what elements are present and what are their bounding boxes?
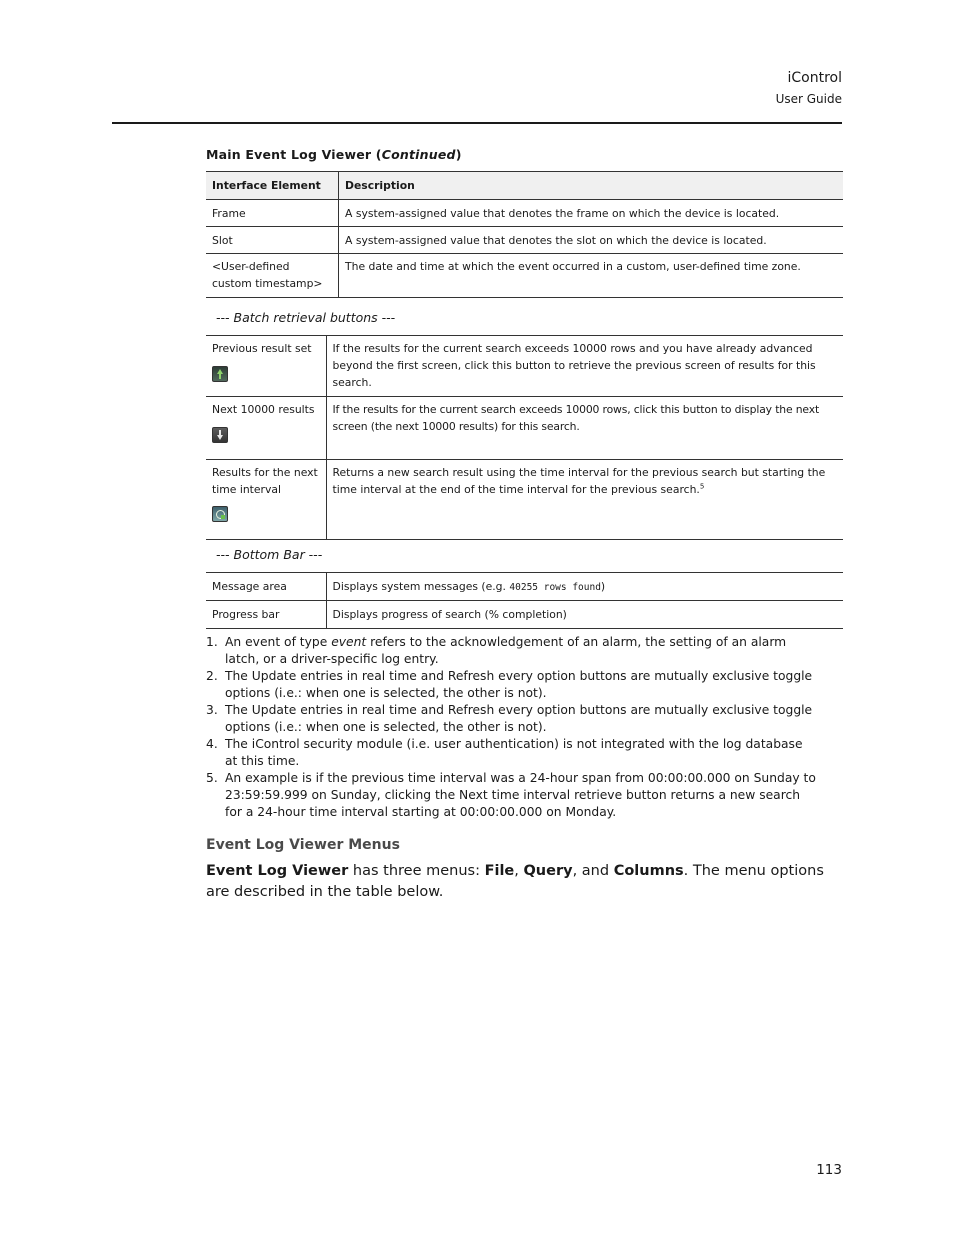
element-cell: <User-defined custom timestamp> [206, 254, 339, 298]
column-header-element: Interface Element [206, 172, 339, 200]
table-row [206, 397, 843, 460]
element-label: Previous result set [212, 342, 312, 355]
table-row [206, 601, 843, 629]
previous-result-set-icon [212, 366, 228, 382]
interface-table-bottom [206, 572, 843, 629]
header-rule [112, 122, 842, 124]
next-results-icon [212, 427, 228, 443]
description-cell: The date and time at which the event occurred in a custom, user-defined time zone. [339, 254, 844, 298]
footnote-item: 1. An event of type event refers to the acknowledgement of an alarm, the setting of an alarm latch, or a driver-specific log entry. [206, 635, 787, 666]
footnote-item: 4. The iControl security module (i.e. user authentication) is not integrated with the log database at this time. [206, 737, 803, 768]
element-cell: Progress bar [206, 601, 326, 629]
footnote-ref: 5 [699, 482, 705, 491]
column-header-description: Description [339, 172, 844, 200]
footnote-item: 5. An example is if the previous time interval was a 24-hour span from 00:00:00.000 on Sunday to 23:59:59.999 on Sunday, clicking the Next time interval retrieve button returns a new search for a 24-hour time interval starting at 00:00:00.000 on Monday. [206, 771, 816, 819]
table-row [206, 460, 843, 540]
description-cell: A system-assigned value that denotes the slot on which the device is located. [339, 227, 844, 254]
table-header-row [206, 172, 843, 200]
description-text: Returns a new search result using the time interval for the previous search but starting the time interval at the end of the time interval for the previous search. [332, 466, 826, 496]
description-cell: If the results for the current search exceeds 10000 rows, click this button to display the next screen (the next 10000 results) for this search. [326, 397, 843, 460]
footnote-item: 3. The Update entries in real time and Refresh every option buttons are mutually exclusive toggle options (i.e.: when one is selected, the other is not). [206, 703, 813, 734]
table-row [206, 227, 843, 254]
description-cell: Displays progress of search (% completion) [326, 601, 843, 629]
page-number: 113 [816, 1162, 842, 1178]
interface-table-batch [206, 335, 843, 540]
header-guide-name: User Guide [775, 92, 842, 106]
element-label: Results for the next time interval [212, 466, 318, 496]
table-row [206, 573, 843, 601]
element-cell [206, 397, 326, 460]
table-row [206, 200, 843, 227]
next-time-interval-icon [212, 506, 228, 522]
section-heading: Event Log Viewer Menus [206, 837, 400, 853]
description-cell [326, 460, 843, 540]
interface-table-top [206, 171, 843, 298]
footnote-item: 2. The Update entries in real time and Refresh every option buttons are mutually exclusive toggle options (i.e.: when one is selected, the other is not). [206, 669, 813, 700]
element-label: Next 10000 results [212, 403, 315, 416]
table-row [206, 336, 843, 397]
description-cell: A system-assigned value that denotes the frame on which the device is located. [339, 200, 844, 227]
footnote-list [206, 634, 816, 821]
description-cell: If the results for the current search exceeds 10000 rows and you have already advanced beyond the first screen, click this button to retrieve the previous screen of results for this search. [326, 336, 843, 397]
header-product-name: iControl [787, 70, 842, 86]
code-sample: 40255 rows found [509, 582, 601, 593]
element-cell [206, 460, 326, 540]
section-label-batch-retrieval: --- Batch retrieval buttons --- [216, 310, 396, 325]
description-cell: Displays system messages (e.g. 40255 rows found) [326, 573, 843, 601]
section-label-bottom-bar: --- Bottom Bar --- [216, 547, 323, 562]
element-cell: Message area [206, 573, 326, 601]
body-paragraph: Event Log Viewer has three menus: File, Query, and Columns. The menu options are described in the table below. [206, 863, 824, 900]
table-row [206, 254, 843, 298]
table-caption: Main Event Log Viewer (Continued) [206, 147, 462, 162]
element-cell: Slot [206, 227, 339, 254]
element-cell: Frame [206, 200, 339, 227]
element-cell [206, 336, 326, 397]
